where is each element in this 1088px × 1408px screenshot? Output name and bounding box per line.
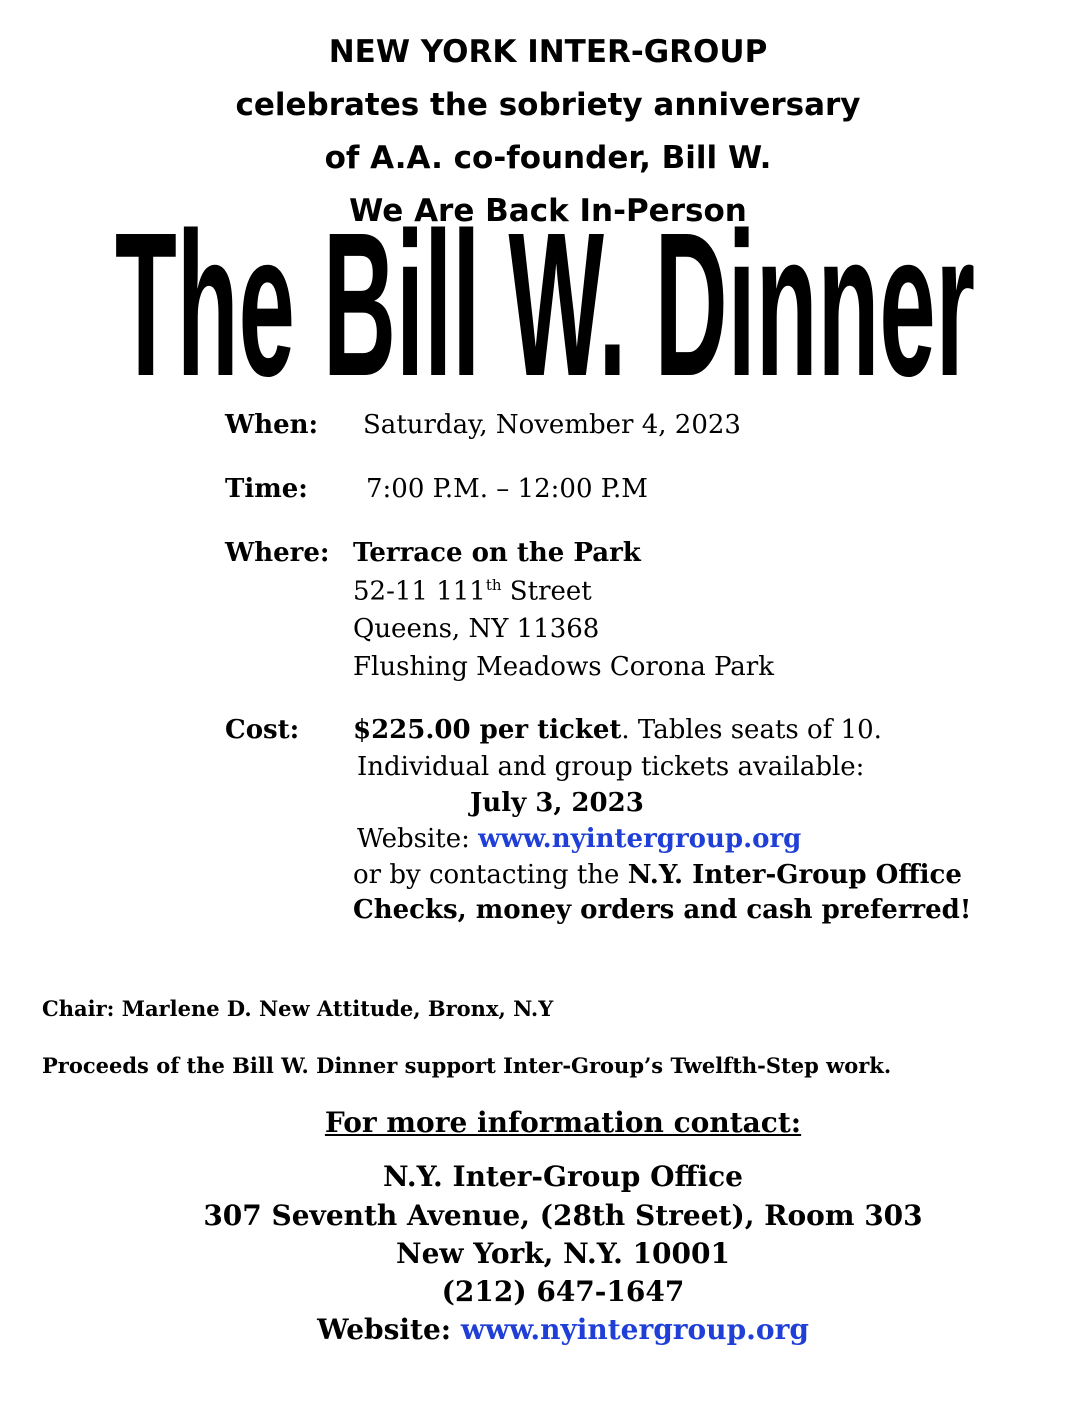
cost-tables: . Tables seats of 10. (621, 715, 882, 745)
cost-contact-prefix: or by contacting the (353, 860, 628, 890)
header-line-4: We Are Back In-Person (349, 193, 747, 229)
cost-price-line (353, 715, 882, 745)
when-value: Saturday, November 4, 2023 (363, 410, 741, 440)
cost-payment-note: Checks, money orders and cash preferred! (353, 895, 972, 925)
address-suffix: th (485, 576, 502, 594)
header-line-2: celebrates the sobriety anniversary (235, 87, 861, 123)
where-address (353, 576, 592, 607)
header-line-3: of A.A. co-founder, Bill W. (324, 140, 772, 176)
cost-contact (353, 860, 962, 890)
where-venue: Terrace on the Park (353, 538, 641, 568)
cost-availability: Individual and group tickets available: (357, 752, 865, 782)
where-label: Where: (225, 538, 330, 568)
contact-heading: For more information contact: (324, 1106, 802, 1139)
address-street: Street (501, 576, 592, 607)
dinner-title-text: The Bill W. Dinner (115, 200, 975, 410)
time-label: Time: (225, 474, 308, 504)
time-value: 7:00 P.M. – 12:00 P.M (366, 474, 648, 504)
cost-date: July 3, 2023 (470, 788, 644, 818)
chair-line: Chair: Marlene D. New Attitude, Bronx, N.Y (42, 996, 554, 1021)
contact-phone: (212) 647-1647 (441, 1275, 685, 1308)
dinner-title-logo (105, 200, 985, 410)
header-line-1: NEW YORK INTER-GROUP (328, 34, 768, 70)
cost-label: Cost: (225, 715, 300, 745)
proceeds-line: Proceeds of the Bill W. Dinner support Inter-Group’s Twelfth-Step work. (42, 1053, 892, 1078)
cost-website-link[interactable]: www.nyintergroup.org (478, 824, 802, 854)
contact-office: N.Y. Inter-Group Office (383, 1160, 743, 1193)
cost-website (357, 824, 801, 854)
cost-contact-office: N.Y. Inter-Group Office (627, 860, 962, 890)
when-label: When: (225, 410, 319, 440)
contact-website-link[interactable]: www.nyintergroup.org (460, 1313, 809, 1346)
contact-city: New York, N.Y. 10001 (396, 1237, 730, 1270)
where-park: Flushing Meadows Corona Park (353, 652, 774, 682)
contact-website-label: Website: (317, 1313, 461, 1346)
where-city: Queens, NY 11368 (353, 614, 600, 644)
contact-address: 307 Seventh Avenue, (28th Street), Room 303 (203, 1199, 923, 1232)
address-number: 52-11 111 (353, 576, 486, 607)
cost-website-label: Website: (357, 824, 479, 854)
contact-website (0, 1313, 1088, 1346)
cost-price: $225.00 per ticket (353, 715, 622, 745)
